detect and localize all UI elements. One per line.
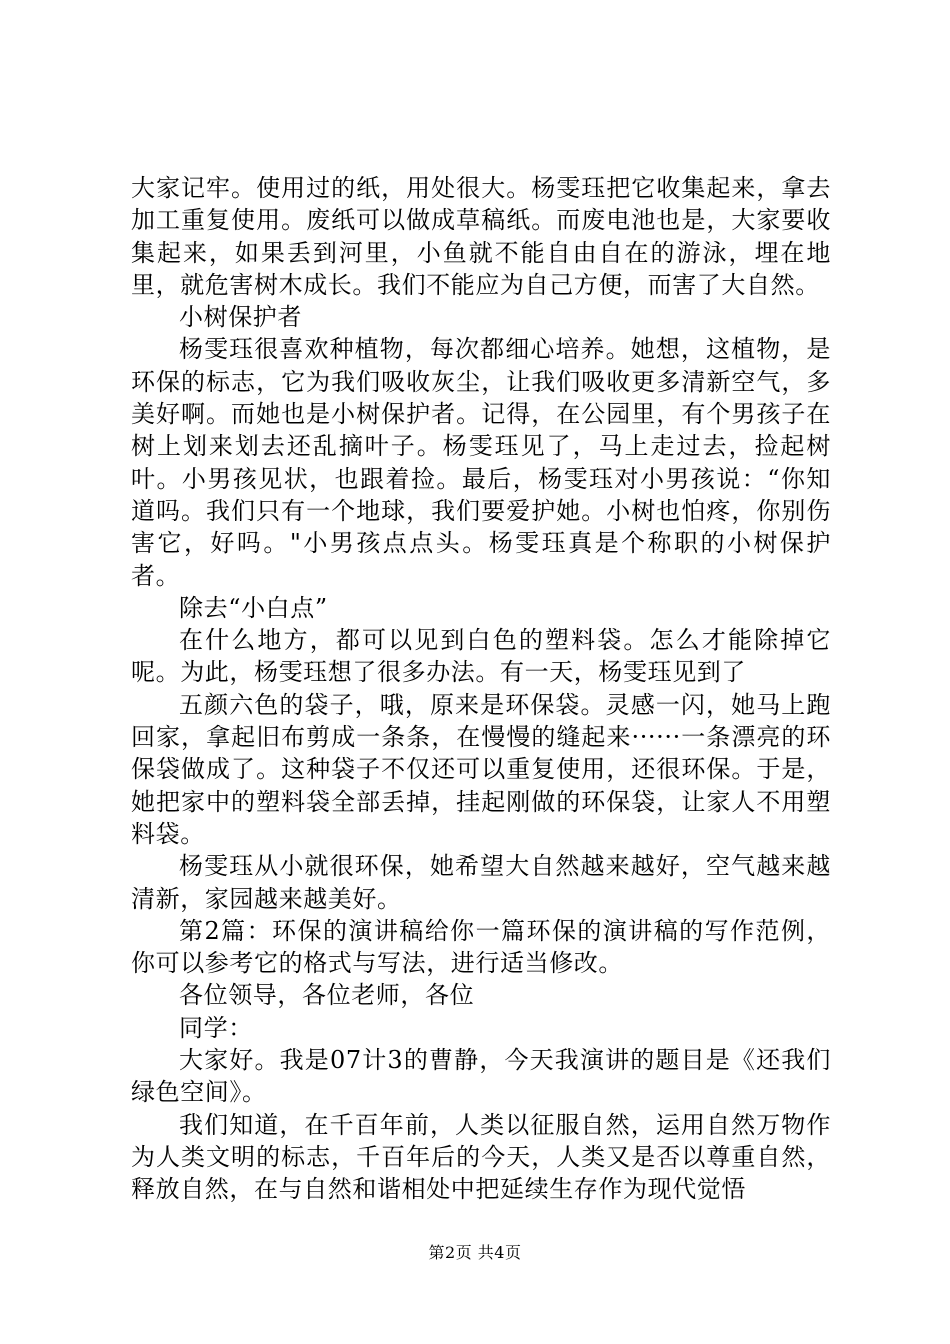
paragraph-1: 大家记牢。使用过的纸，用处很大。杨雯珏把它收集起来，拿去加工重复使用。废纸可以做成草稿纸。而废电池也是，大家要收集起来，如果丢到河里，小鱼就不能自由自在的游泳，埋在地里，就危害树木成长。我们不能应为自己方便，而害了大自然。 bbox=[131, 174, 831, 299]
paragraph-greeting: 各位领导，各位老师，各位 bbox=[179, 981, 475, 1010]
document-body bbox=[131, 172, 831, 1206]
paragraph-tree-protector: 杨雯珏很喜欢种植物，每次都细心培养。她想，这植物，是环保的标志，它为我们吸收灰尘，让我们吸收更多清新空气，多美好啊。而她也是小树保护者。记得，在公园里，有个男孩子在树上划来划去还乱摘叶子。杨雯珏见了，马上走过去，捡起树叶。小男孩见状，也跟着捡。最后，杨雯珏对小男孩说：“你知道吗。我们只有一个地球，我们要爱护她。小树也怕疼，你别伤害它，好吗。"小男孩点点头。杨雯珏真是个称职的小树保护者。 bbox=[131, 335, 831, 590]
paragraph-part-2-intro: 第2篇：环保的演讲稿给你一篇环保的演讲稿的写作范例，你可以参考它的格式与写法，进行适当修改。 bbox=[131, 916, 831, 978]
paragraph-white-bags: 在什么地方，都可以见到白色的塑料袋。怎么才能除掉它呢。为此，杨雯珏想了很多办法。有一天，杨雯珏见到了 bbox=[131, 626, 831, 687]
paragraph-classmates: 同学： bbox=[179, 1013, 253, 1042]
paragraph-self-intro: 大家好。我是07计3的曹静，今天我演讲的题目是《还我们绿色空间》。 bbox=[131, 1046, 831, 1107]
paragraph-speech-body: 我们知道，在千百年前，人类以征服自然，运用自然万物作为人类文明的标志，千百年后的今天，人类又是否以尊重自然，释放自然，在与自然和谐相处中把延续生存作为现代觉悟 bbox=[131, 1110, 831, 1204]
paragraph-conclusion: 杨雯珏从小就很环保，她希望大自然越来越好，空气越来越清新，家园越来越美好。 bbox=[131, 852, 831, 913]
page-number-footer: 第2页 共4页 bbox=[428, 1243, 522, 1262]
paragraph-eco-bag: 五颜六色的袋子，哦，原来是环保袋。灵感一闪，她马上跑回家，拿起旧布剪成一条条，在慢慢的缝起来······一条漂亮的环保袋做成了。这种袋子不仅还可以重复使用，还很环保。于是，她把家中的塑料袋全部丢掉，挂起刚做的环保袋，让家人不用塑料袋。 bbox=[131, 690, 831, 848]
section-heading-tree-protector: 小树保护者 bbox=[179, 303, 302, 332]
section-heading-white-dots: 除去“小白点” bbox=[179, 593, 328, 622]
